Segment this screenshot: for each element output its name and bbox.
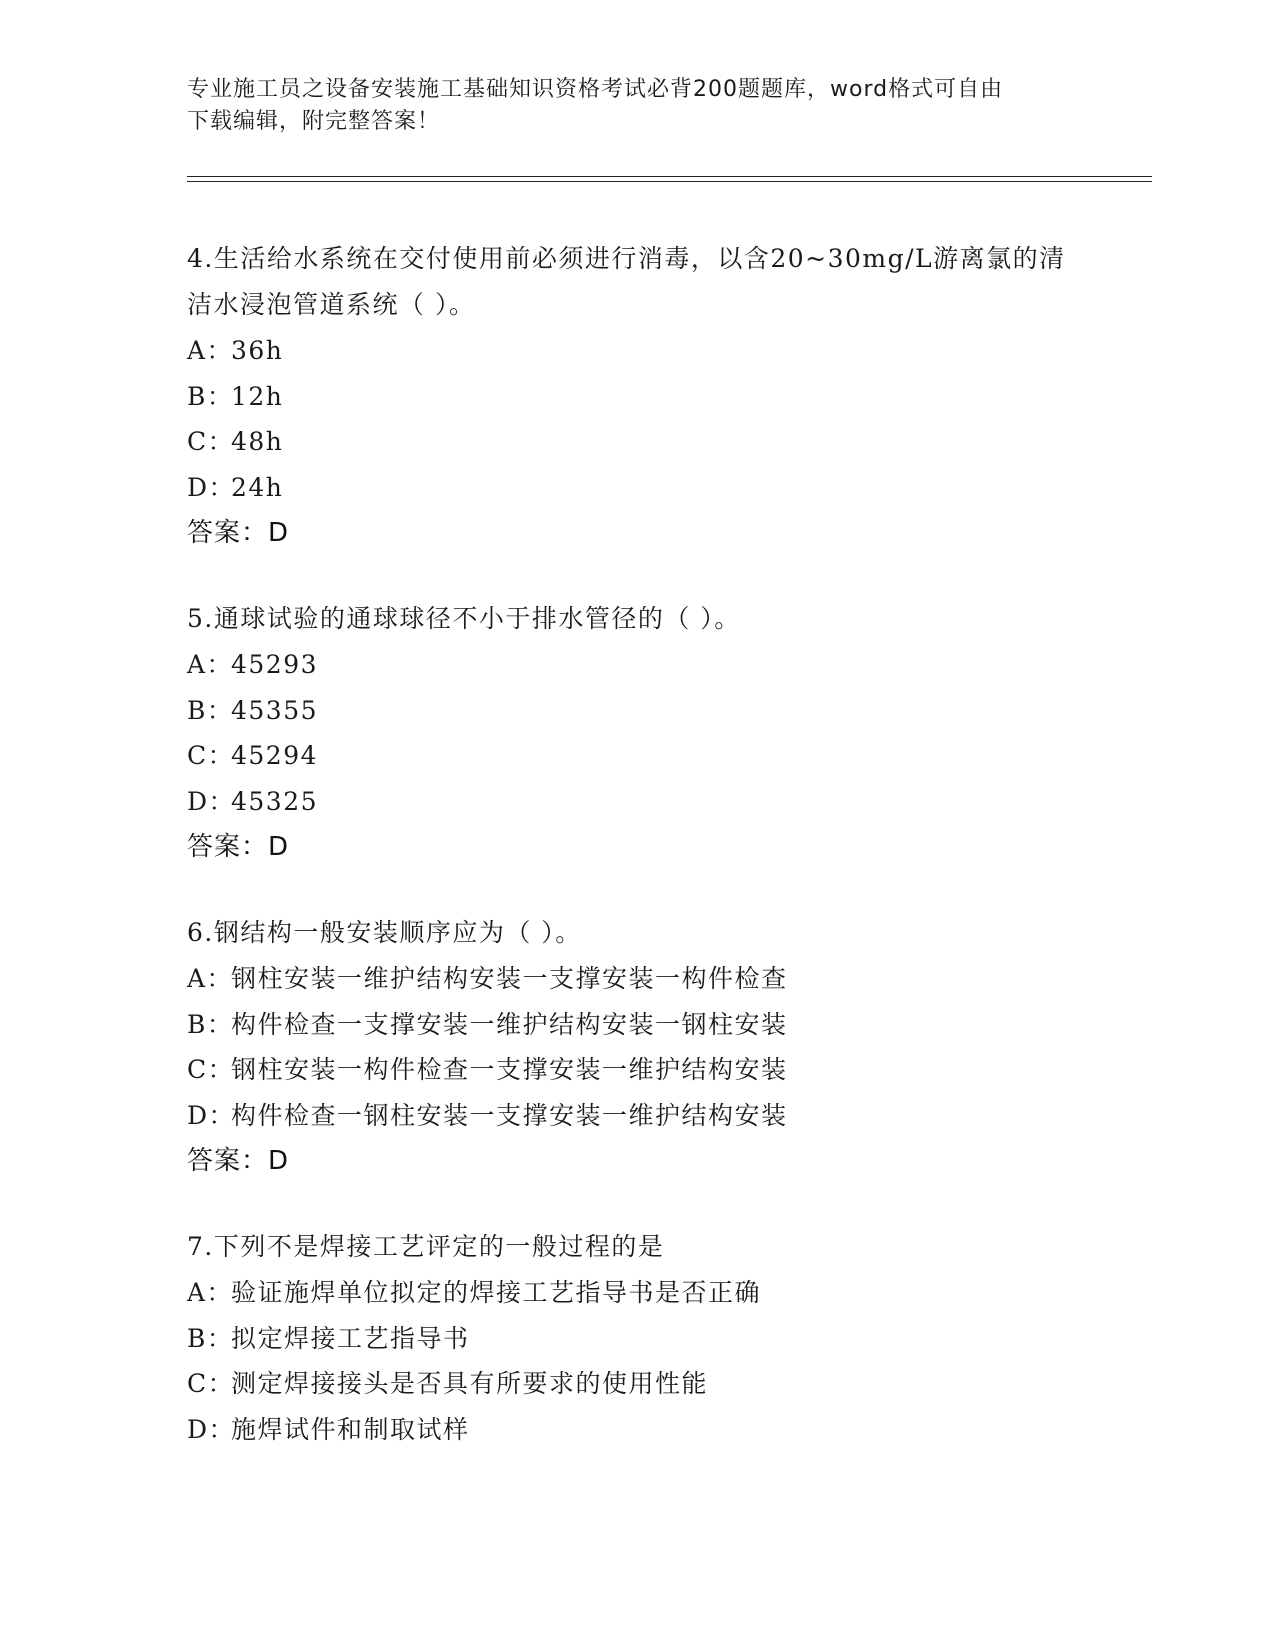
- option-b: [187, 688, 1107, 734]
- option-text: 45325: [231, 786, 319, 816]
- header-line-2: 下载编辑，附完整答案！: [187, 109, 441, 134]
- option-letter: C：: [187, 741, 235, 770]
- option-text: 构件检查一钢柱安装一支撑安装一维护结构安装: [231, 1100, 788, 1130]
- option-a: [187, 642, 1107, 688]
- option-d: [187, 779, 1107, 825]
- option-text: 45294: [231, 741, 319, 770]
- option-b: [187, 374, 1107, 420]
- question-6: [187, 910, 1107, 1184]
- option-letter: A：: [187, 964, 234, 993]
- option-text: 验证施焊单位拟定的焊接工艺指导书是否正确: [231, 1278, 762, 1307]
- option-text: 45355: [231, 695, 319, 725]
- option-text: 构件检查一支撑安装一维护结构安装一钢柱安装: [231, 1009, 788, 1039]
- option-text: 24h: [231, 472, 284, 502]
- option-c: [187, 733, 1107, 779]
- question-stem: 5.通球试验的通球球径不小于排水管径的（ ）。: [187, 604, 741, 633]
- option-letter: A：: [187, 650, 234, 679]
- option-a: [187, 956, 1107, 1002]
- question-list: [187, 236, 1107, 1492]
- option-c: [187, 419, 1107, 465]
- question-5: [187, 596, 1107, 870]
- answer-label: 答案：D: [187, 1146, 290, 1176]
- option-b: [187, 1316, 1107, 1362]
- option-letter: D：: [187, 1100, 236, 1130]
- option-text: 测定焊接接头是否具有所要求的使用性能: [231, 1369, 709, 1398]
- option-d: [187, 465, 1107, 511]
- option-text: 钢柱安装一构件检查一支撑安装一维护结构安装: [231, 1055, 788, 1084]
- option-letter: B：: [187, 1009, 234, 1039]
- option-d: [187, 1093, 1107, 1139]
- option-text: 36h: [231, 336, 284, 365]
- question-7: [187, 1224, 1107, 1452]
- option-letter: A：: [187, 1278, 234, 1307]
- option-text: 48h: [231, 427, 284, 456]
- option-letter: C：: [187, 427, 235, 456]
- option-letter: C：: [187, 1369, 235, 1398]
- document-header: [187, 74, 1087, 138]
- option-c: [187, 1047, 1107, 1093]
- option-letter: C：: [187, 1055, 235, 1084]
- option-a: [187, 1270, 1107, 1316]
- option-a: [187, 328, 1107, 374]
- option-letter: D：: [187, 786, 236, 816]
- answer-label: 答案：D: [187, 518, 290, 548]
- option-text: 钢柱安装一维护结构安装一支撑安装一构件检查: [231, 964, 788, 993]
- option-d: [187, 1407, 1107, 1453]
- header-rule-top: [187, 176, 1152, 177]
- option-letter: A：: [187, 336, 234, 365]
- header-line-1: 专业施工员之设备安装施工基础知识资格考试必背200题题库，word格式可自由: [187, 77, 1004, 102]
- header-rule-bottom: [187, 181, 1152, 182]
- option-letter: D：: [187, 1414, 236, 1444]
- question-stem: 4.生活给水系统在交付使用前必须进行消毒，以含20~30mg/L游离氯的清洁水浸泡管道系统（ ）。: [187, 244, 1066, 319]
- option-text: 施焊试件和制取试样: [231, 1414, 470, 1444]
- question-stem: 7.下列不是焊接工艺评定的一般过程的是: [187, 1232, 665, 1261]
- question-stem: 6.钢结构一般安装顺序应为（ ）。: [187, 918, 582, 947]
- option-text: 拟定焊接工艺指导书: [231, 1323, 470, 1353]
- option-text: 45293: [231, 650, 319, 679]
- option-text: 12h: [231, 381, 284, 411]
- option-c: [187, 1361, 1107, 1407]
- option-letter: D：: [187, 472, 236, 502]
- answer-label: 答案：D: [187, 832, 290, 862]
- option-letter: B：: [187, 1323, 234, 1353]
- option-letter: B：: [187, 695, 234, 725]
- option-letter: B：: [187, 381, 234, 411]
- question-4: [187, 236, 1107, 556]
- option-b: [187, 1002, 1107, 1048]
